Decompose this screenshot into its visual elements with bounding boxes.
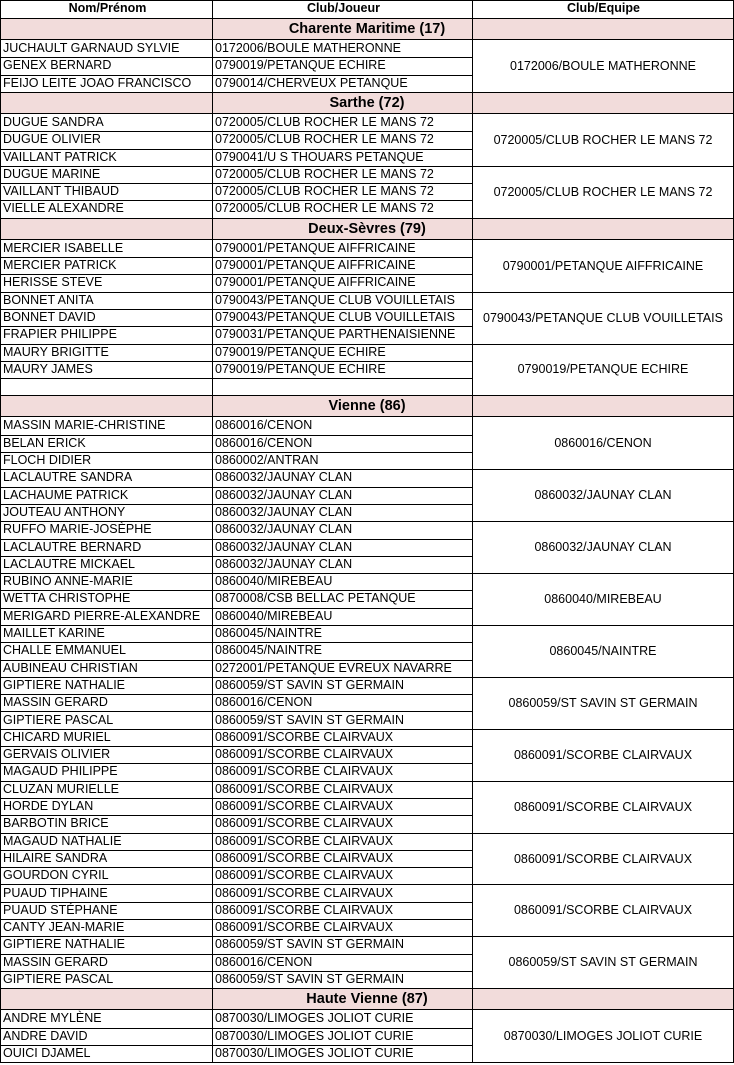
player-name: CLUZAN MURIELLE (3, 781, 119, 796)
player-club: 0860040/MIREBEAU (215, 574, 333, 589)
player-name: MAILLET KARINE (3, 626, 105, 640)
player-name: HILAIRE SANDRA (3, 850, 108, 865)
grid-line (473, 469, 734, 470)
grid-line (473, 729, 734, 730)
player-club: 0860045/NAINTRE (215, 643, 323, 658)
grid-line (473, 395, 734, 396)
grid-line (0, 711, 473, 712)
grid-line (0, 781, 473, 782)
player-club: 0860059/ST SAVIN ST GERMAIN (215, 937, 404, 952)
player-club: 0790019/PETANQUE ECHIRE (215, 361, 386, 376)
player-name: BELAN ERICK (3, 435, 86, 450)
grid-line (0, 469, 473, 470)
player-club: 0870030/LIMOGES JOLIOT CURIE (215, 1045, 414, 1060)
player-club: 0720005/CLUB ROCHER LE MANS 72 (215, 132, 434, 147)
team-club: 0860016/CENON (554, 436, 652, 451)
player-name: ANDRE MYLÈNE (3, 1011, 102, 1026)
player-name: GIPTIERE PASCAL (3, 972, 114, 986)
grid-line (473, 625, 734, 626)
section-header (0, 92, 734, 114)
grid-line (473, 1062, 734, 1063)
grid-line (0, 92, 473, 93)
grid-line (0, 763, 473, 764)
player-name: WETTA CHRISTOPHE (3, 591, 131, 606)
player-name: RUBINO ANNE-MARIE (3, 574, 133, 589)
player-name: MAGAUD NATHALIE (3, 833, 122, 848)
grid-line (0, 18, 734, 19)
player-name: MAGAUD PHILIPPE (3, 764, 118, 779)
section-header (0, 218, 734, 240)
player-club: 0860016/CENON (215, 695, 313, 710)
section-title: Deux-Sèvres (79) (308, 220, 426, 237)
player-club: 0860032/JAUNAY CLAN (215, 556, 353, 571)
header-name: Nom/Prénom (68, 1, 147, 15)
team-club: 0860040/MIREBEAU (544, 592, 662, 607)
player-name: MASSIN GERARD (3, 695, 108, 710)
section-header (0, 18, 734, 40)
player-name: DUGUE OLIVIER (3, 132, 101, 147)
player-club: 0720005/CLUB ROCHER LE MANS 72 (215, 201, 434, 216)
player-club: 0860032/JAUNAY CLAN (215, 487, 353, 502)
player-name: HORDE DYLAN (3, 799, 94, 813)
player-name: GOURDON CYRIL (3, 868, 109, 883)
grid-line (473, 521, 734, 522)
grid-line (0, 435, 473, 436)
table-header (0, 0, 734, 18)
player-name: PUAUD TIPHAINE (3, 885, 108, 900)
grid-line (0, 850, 473, 851)
player-name: MASSIN MARIE-CHRISTINE (3, 418, 166, 433)
player-name: JOUTEAU ANTHONY (3, 504, 126, 519)
player-club: 0860032/JAUNAY CLAN (215, 504, 353, 519)
grid-line (0, 798, 473, 799)
player-name: CANTY JEAN-MARIE (3, 920, 125, 935)
grid-line (0, 0, 1, 1062)
player-club: 0860032/JAUNAY CLAN (215, 470, 353, 485)
player-name: GENEX BERNARD (3, 58, 112, 73)
grid-line (0, 556, 473, 557)
grid-line (473, 292, 734, 293)
team-club: 0790001/PETANQUE AIFFRICAINE (502, 258, 704, 273)
player-club: 0860016/CENON (215, 954, 313, 969)
section-title: Sarthe (72) (329, 94, 405, 111)
grid-line (0, 833, 473, 834)
grid-line (0, 539, 473, 540)
team-club: 0860045/NAINTRE (549, 643, 657, 658)
grid-line (0, 573, 473, 574)
team-club: 0860059/ST SAVIN ST GERMAIN (508, 695, 698, 710)
player-name: GIPTIERE PASCAL (3, 712, 114, 727)
section-title: Haute Vienne (87) (306, 991, 428, 1008)
grid-line (0, 590, 473, 591)
grid-line (473, 833, 734, 834)
grid-line (0, 131, 473, 132)
player-club: 0870008/CSB BELLAC PETANQUE (215, 591, 416, 606)
grid-line (473, 92, 734, 93)
player-name: CHICARD MURIEL (3, 729, 111, 744)
grid-line (0, 166, 473, 167)
grid-line (473, 988, 734, 989)
player-club: 0790019/PETANQUE ECHIRE (215, 58, 386, 73)
team-club: 0860059/ST SAVIN ST GERMAIN (508, 955, 698, 970)
grid-line (0, 292, 473, 293)
player-club: 0860016/CENON (215, 435, 313, 450)
player-name: DUGUE MARINE (3, 166, 101, 181)
player-name: MASSIN GERARD (3, 954, 108, 969)
grid-line (0, 988, 473, 989)
player-name: FLOCH DIDIER (3, 453, 92, 467)
section-title: Charente Maritime (17) (288, 21, 446, 37)
grid-line (0, 677, 473, 678)
team-club: 0860091/SCORBE CLAIRVAUX (513, 903, 693, 918)
team-club: 0860091/SCORBE CLAIRVAUX (513, 851, 693, 866)
player-club: 0860040/MIREBEAU (215, 608, 333, 623)
player-name: VAILLANT THIBAUD (3, 184, 120, 199)
player-name: LACLAUTRE SANDRA (3, 470, 133, 485)
grid-line (0, 971, 473, 972)
grid-line (0, 274, 473, 275)
grid-line (0, 729, 473, 730)
player-club: 0860059/ST SAVIN ST GERMAIN (215, 712, 404, 727)
player-name: LACHAUME PATRICK (3, 487, 129, 502)
team-club: 0860091/SCORBE CLAIRVAUX (513, 747, 693, 762)
player-club: 0860091/SCORBE CLAIRVAUX (215, 868, 394, 883)
player-name: BONNET DAVID (3, 309, 96, 324)
player-club: 0860016/CENON (215, 418, 313, 433)
grid-line (0, 1045, 473, 1046)
grid-line (473, 677, 734, 678)
grid-line (0, 149, 473, 150)
player-club: 0790019/PETANQUE ECHIRE (215, 344, 386, 359)
player-club: 0790041/U S THOUARS PETANQUE (215, 149, 424, 164)
player-name: FEIJO LEITE JOAO FRANCISCO (3, 75, 192, 90)
player-club: 0860002/ANTRAN (215, 453, 319, 467)
player-club: 0860091/SCORBE CLAIRVAUX (215, 781, 394, 796)
player-name: ANDRE DAVID (3, 1028, 88, 1043)
player-club: 0790043/PETANQUE CLUB VOUILLETAIS (215, 292, 455, 307)
grid-line (0, 919, 473, 920)
player-name: LACLAUTRE MICKAEL (3, 556, 135, 571)
header-player-club: Club/Joueur (307, 1, 380, 15)
player-club: 0860091/SCORBE CLAIRVAUX (215, 850, 394, 865)
grid-line (0, 1028, 473, 1029)
player-name (0, 378, 212, 395)
grid-line (0, 867, 473, 868)
team-club: 0860091/SCORBE CLAIRVAUX (513, 799, 693, 814)
player-name: LACLAUTRE BERNARD (3, 539, 142, 554)
player-club: 0860091/SCORBE CLAIRVAUX (215, 902, 394, 917)
player-name: GIPTIERE NATHALIE (3, 677, 126, 692)
player-name: JUCHAULT GARNAUD SYLVIE (3, 41, 180, 55)
team-club: 0172006/BOULE MATHERONNE (510, 58, 696, 73)
grid-line (0, 608, 473, 609)
player-name: RUFFO MARIE-JOSÈPHE (3, 522, 152, 537)
grid-line (0, 884, 473, 885)
section-header (0, 395, 734, 417)
grid-line (0, 694, 473, 695)
player-club (213, 378, 472, 395)
grid-line (0, 815, 473, 816)
player-club: 0860059/ST SAVIN ST GERMAIN (215, 972, 404, 986)
player-name: PUAUD STÉPHANE (3, 902, 118, 917)
player-club: 0860091/SCORBE CLAIRVAUX (215, 799, 394, 813)
grid-line (0, 487, 473, 488)
player-name: HERISSE STEVE (3, 275, 103, 290)
grid-line (0, 200, 473, 201)
player-club: 0272001/PETANQUE EVREUX NAVARRE (215, 660, 452, 675)
grid-line (473, 218, 734, 219)
player-name: BONNET ANITA (3, 292, 94, 307)
player-club: 0860059/ST SAVIN ST GERMAIN (215, 677, 404, 692)
player-name: MERCIER ISABELLE (3, 240, 124, 255)
grid-line (0, 395, 473, 396)
grid-line (0, 75, 473, 76)
team-club: 0860032/JAUNAY CLAN (534, 540, 672, 555)
player-name: DUGUE SANDRA (3, 114, 104, 129)
grid-line (0, 57, 473, 58)
team-club: 0860032/JAUNAY CLAN (534, 488, 672, 503)
grid-line (0, 378, 473, 379)
grid-line (0, 625, 473, 626)
player-club: 0720005/CLUB ROCHER LE MANS 72 (215, 166, 434, 181)
player-name: VIELLE ALEXANDRE (3, 201, 124, 216)
player-name: FRAPIER PHILIPPE (3, 327, 117, 342)
player-club: 0870030/LIMOGES JOLIOT CURIE (215, 1028, 414, 1043)
grid-line (473, 884, 734, 885)
grid-line (0, 936, 473, 937)
grid-line (473, 344, 734, 345)
player-name: BARBOTIN BRICE (3, 816, 109, 831)
grid-line (212, 0, 213, 1062)
player-club: 0860091/SCORBE CLAIRVAUX (215, 920, 394, 935)
grid-line (0, 642, 473, 643)
grid-line (0, 361, 473, 362)
player-club: 0860032/JAUNAY CLAN (215, 539, 353, 554)
player-club: 0790043/PETANQUE CLUB VOUILLETAIS (215, 309, 455, 324)
player-name: GERVAIS OLIVIER (3, 747, 111, 762)
grid-line (472, 0, 473, 1062)
grid-line (0, 309, 473, 310)
player-club: 0790001/PETANQUE AIFFRICAINE (215, 240, 416, 255)
grid-line (0, 660, 473, 661)
player-club: 0790031/PETANQUE PARTHENAISIENNE (215, 327, 456, 342)
section-header (0, 988, 734, 1010)
grid-line (473, 781, 734, 782)
player-name: MERCIER PATRICK (3, 258, 117, 272)
grid-line (473, 166, 734, 167)
grid-line (0, 954, 473, 955)
section-title: Vienne (86) (328, 398, 406, 415)
grid-line (0, 746, 473, 747)
player-name: MAURY JAMES (3, 361, 93, 376)
player-club: 0860091/SCORBE CLAIRVAUX (215, 833, 394, 848)
team-club: 0720005/CLUB ROCHER LE MANS 72 (493, 184, 713, 199)
player-name: VAILLANT PATRICK (3, 149, 117, 164)
grid-line (0, 218, 473, 219)
player-club: 0790014/CHERVEUX PETANQUE (215, 75, 408, 90)
grid-line (0, 521, 473, 522)
grid-line (0, 344, 473, 345)
player-club: 0860091/SCORBE CLAIRVAUX (215, 816, 394, 831)
player-name: AUBINEAU CHRISTIAN (3, 660, 138, 675)
grid-line (0, 452, 473, 453)
player-name: MERIGARD PIERRE-ALEXANDRE (3, 608, 201, 623)
player-club: 0720005/CLUB ROCHER LE MANS 72 (215, 184, 434, 199)
grid-line (0, 902, 473, 903)
grid-line (473, 936, 734, 937)
player-name: GIPTIERE NATHALIE (3, 937, 126, 952)
team-club: 0790043/PETANQUE CLUB VOUILLETAIS (483, 310, 723, 325)
grid-line (0, 504, 473, 505)
player-club: 0860032/JAUNAY CLAN (215, 522, 353, 537)
player-club: 0172006/BOULE MATHERONNE (215, 41, 401, 55)
player-name: OUICI DJAMEL (3, 1045, 91, 1060)
player-club: 0860045/NAINTRE (215, 626, 323, 640)
player-club: 0720005/CLUB ROCHER LE MANS 72 (215, 114, 434, 129)
grid-line (0, 0, 734, 1)
team-club: 0790019/PETANQUE ECHIRE (517, 362, 689, 377)
grid-line (0, 1062, 473, 1063)
grid-line (473, 573, 734, 574)
team-club: 0870030/LIMOGES JOLIOT CURIE (503, 1029, 703, 1044)
player-club: 0860091/SCORBE CLAIRVAUX (215, 729, 394, 744)
player-club: 0860091/SCORBE CLAIRVAUX (215, 885, 394, 900)
player-name: CHALLE EMMANUEL (3, 643, 126, 658)
player-club: 0870030/LIMOGES JOLIOT CURIE (215, 1011, 414, 1026)
player-club: 0860091/SCORBE CLAIRVAUX (215, 747, 394, 762)
grid-line (0, 183, 473, 184)
player-club: 0790001/PETANQUE AIFFRICAINE (215, 258, 416, 272)
grid-line (0, 326, 473, 327)
grid-line (0, 257, 473, 258)
header-team-club: Club/Equipe (567, 1, 640, 15)
player-name: MAURY BRIGITTE (3, 344, 109, 359)
player-club: 0860091/SCORBE CLAIRVAUX (215, 764, 394, 779)
team-club: 0720005/CLUB ROCHER LE MANS 72 (493, 132, 713, 147)
player-club: 0790001/PETANQUE AIFFRICAINE (215, 275, 416, 290)
